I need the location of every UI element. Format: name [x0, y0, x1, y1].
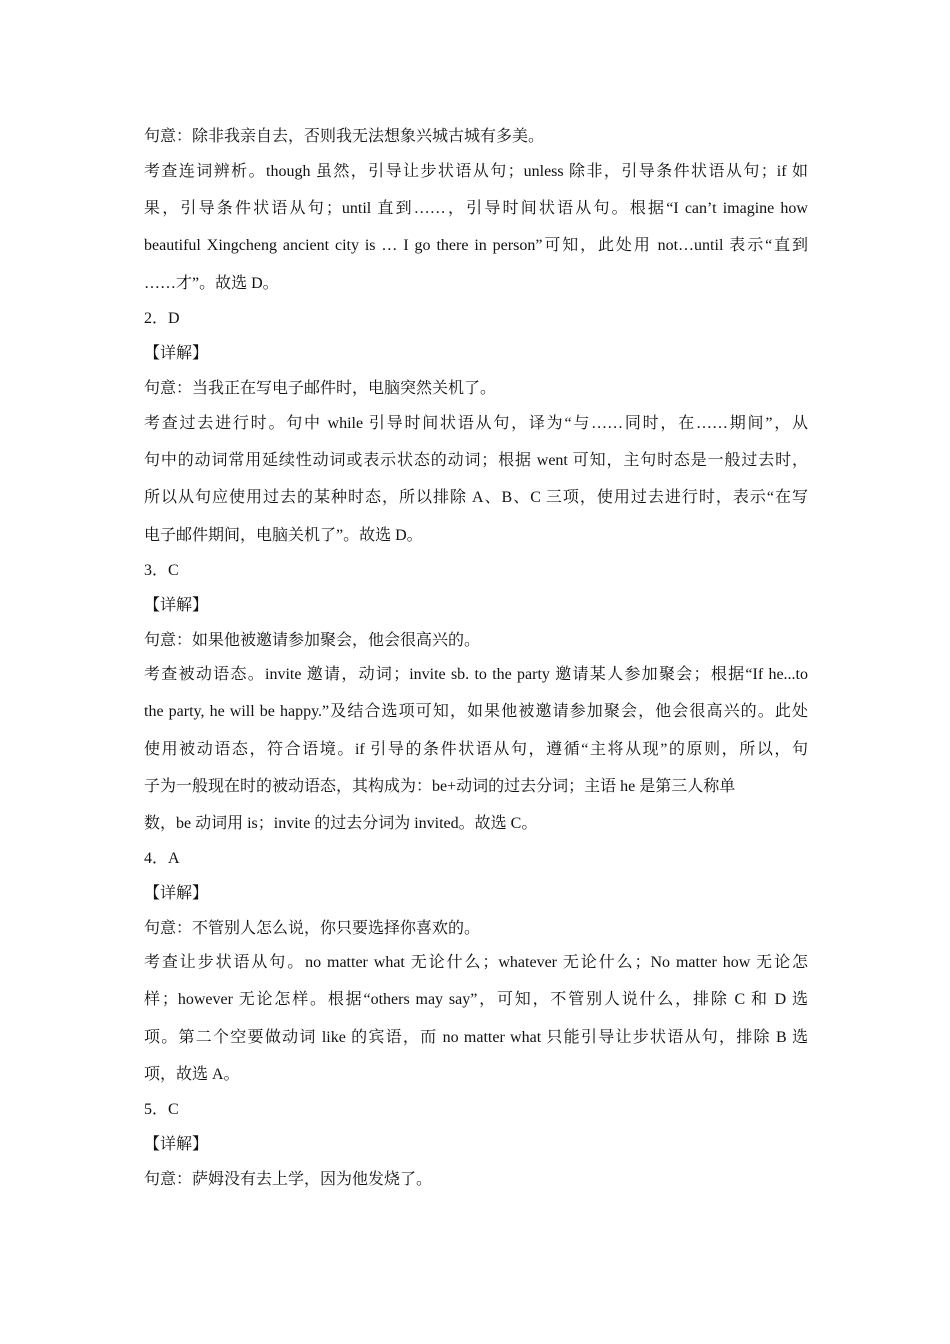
analysis-3-line-1: 考查被动语态。invite 邀请，动词；invite sb. to the party 邀请某人参加聚会；根据“If he...to [144, 666, 808, 683]
analysis-3-line-4: 子为一般现在时的被动语态，其构成为：be+动词的过去分词；主语 he 是第三人称单 [144, 778, 736, 795]
analysis-1-line-4: ……才”。故选 D。 [144, 275, 279, 292]
answer-5: 5．C [144, 1101, 179, 1118]
analysis-3-line-5: 数，be 动词用 is；invite 的过去分词为 invited。故选 C。 [144, 815, 538, 832]
detail-label-4: 【详解】 [144, 885, 209, 902]
detail-label-3: 【详解】 [144, 597, 209, 614]
analysis-2-line-3: 所以从句应使用过去的某种时态，所以排除 A、B、C 三项，使用过去进行时，表示“在写 [144, 489, 808, 506]
analysis-4-line-2: 样；however 无论怎样。根据“others may say”，可知，不管别人说什么，排除 C 和 D 选 [144, 991, 808, 1008]
analysis-4-line-1: 考查让步状语从句。no matter what 无论什么；whatever 无论什么；No matter how 无论怎 [144, 954, 808, 971]
sentence-meaning-3: 句意：如果他被邀请参加聚会，他会很高兴的。 [144, 632, 481, 649]
analysis-1-line-2: 果，引导条件状语从句；until 直到……，引导时间状语从句。根据“I can’t imagine how [144, 200, 808, 217]
sentence-meaning-1: 句意：除非我亲自去，否则我无法想象兴城古城有多美。 [144, 128, 545, 145]
sentence-meaning-2: 句意：当我正在写电子邮件时，电脑突然关机了。 [144, 380, 497, 397]
analysis-2-line-2: 句中的动词常用延续性动词或表示状态的动词；根据 went 可知，主句时态是一般过去时， [144, 452, 808, 469]
analysis-2-line-1: 考查过去进行时。句中 while 引导时间状语从句，译为“与……同时，在……期间”，从 [144, 415, 808, 432]
answer-3: 3．C [144, 562, 179, 579]
analysis-3-line-3: 使用被动语态，符合语境。if 引导的条件状语从句，遵循“主将从现”的原则，所以，句 [144, 741, 808, 758]
analysis-3-line-2: the party, he will be happy.”及结合选项可知，如果他被邀请参加聚会，他会很高兴的。此处 [144, 703, 808, 720]
sentence-meaning-5: 句意：萨姆没有去上学，因为他发烧了。 [144, 1171, 433, 1188]
analysis-4-line-4: 项，故选 A。 [144, 1066, 240, 1083]
answer-4: 4．A [144, 850, 180, 867]
analysis-1-line-1: 考查连词辨析。though 虽然，引导让步状语从句；unless 除非，引导条件状语从句；if 如 [144, 163, 808, 180]
answer-2: 2．D [144, 310, 180, 327]
detail-label-5: 【详解】 [144, 1136, 209, 1153]
detail-label-2: 【详解】 [144, 345, 209, 362]
analysis-1-line-3: beautiful Xingcheng ancient city is … I go there in person”可知，此处用 not…until 表示“直到 [144, 237, 808, 254]
analysis-2-line-4: 电子邮件期间，电脑关机了”。故选 D。 [144, 527, 423, 544]
analysis-4-line-3: 项。第二个空要做动词 like 的宾语，而 no matter what 只能引导让步状语从句，排除 B 选 [144, 1029, 808, 1046]
sentence-meaning-4: 句意：不管别人怎么说，你只要选择你喜欢的。 [144, 920, 481, 937]
